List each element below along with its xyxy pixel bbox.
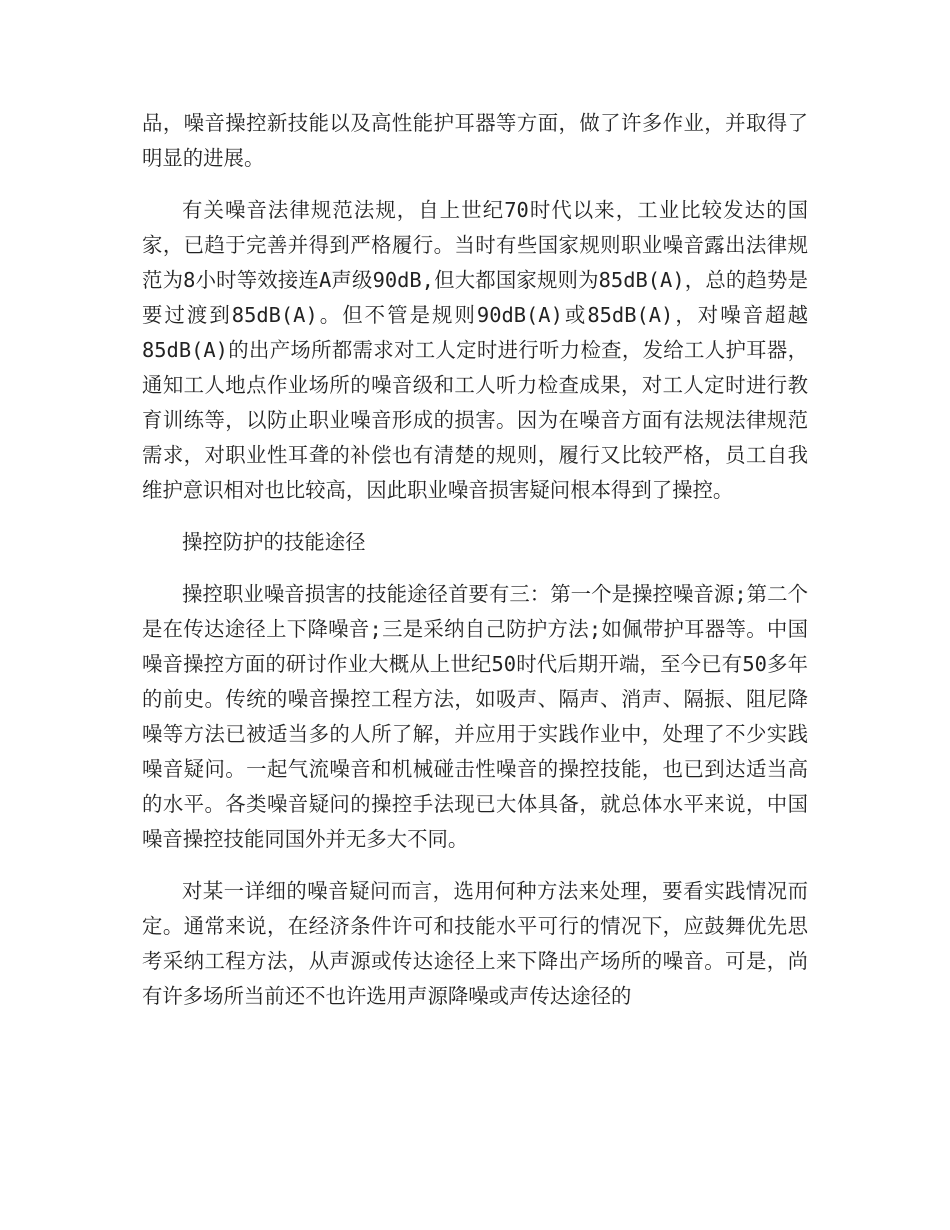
paragraph-control-methods: 操控职业噪音损害的技能途径首要有三：第一个是操控噪音源;第二个是在传达途径上下降噪音;三是采纳自己防护方法;如佩带护耳器等。中国噪音操控方面的研讨作业大概从上世纪50时代后期开端，至今已有50多年的前史。传统的噪音操控工程方法，如吸声、隔声、消声、隔振、阻尼降噪等方法已被适当多的人所了解，并应用于实践作业中，处理了不少实践噪音疑问。一起气流噪音和机械碰击性噪音的操控技能，也已到达适当高的水平。各类噪音疑问的操控手法现已大体具备，就总体水平来说，中国噪音操控技能同国外并无多大不同。 <box>142 582 808 851</box>
paragraph-specific-problems: 对某一详细的噪音疑问而言，选用何种方法来处理，要看实践情况而定。通常来说，在经济条件许可和技能水平可行的情况下，应鼓舞优先思考采纳工程方法，从声源或传达途径上来下降出产场所的噪音。可是，尚有许多场所当前还不也许选用声源降噪或声传达途径的 <box>142 879 808 1008</box>
paragraph-continuation: 品，噪音操控新技能以及高性能护耳器等方面，做了许多作业，并取得了明显的进展。 <box>142 111 808 170</box>
paragraph-noise-regulations: 有关噪音法律规范法规，自上世纪70时代以来，工业比较发达的国家，已趋于完善并得到严格履行。当时有些国家规则职业噪音露出法律规范为8小时等效接连A声级90dB,但大都国家规则为85dB(A)，总的趋势是要过渡到85dB(A)。但不管是规则90dB(A)或85dB(A)，对噪音超越85dB(A)的出产场所都需求对工人定时进行听力检查，发给工人护耳器，通知工人地点作业场所的噪音级和工人听力检查成果，对工人定时进行教育训练等，以防止职业噪音形成的损害。因为在噪音方面有法规法律规范需求，对职业性耳聋的补偿也有清楚的规则，履行又比较严格，员工自我维护意识相对也比较高，因此职业噪音损害疑问根本得到了操控。 <box>142 198 808 502</box>
document-body <box>142 106 808 1031</box>
section-heading-protection-techniques: 操控防护的技能途径 <box>182 530 366 554</box>
